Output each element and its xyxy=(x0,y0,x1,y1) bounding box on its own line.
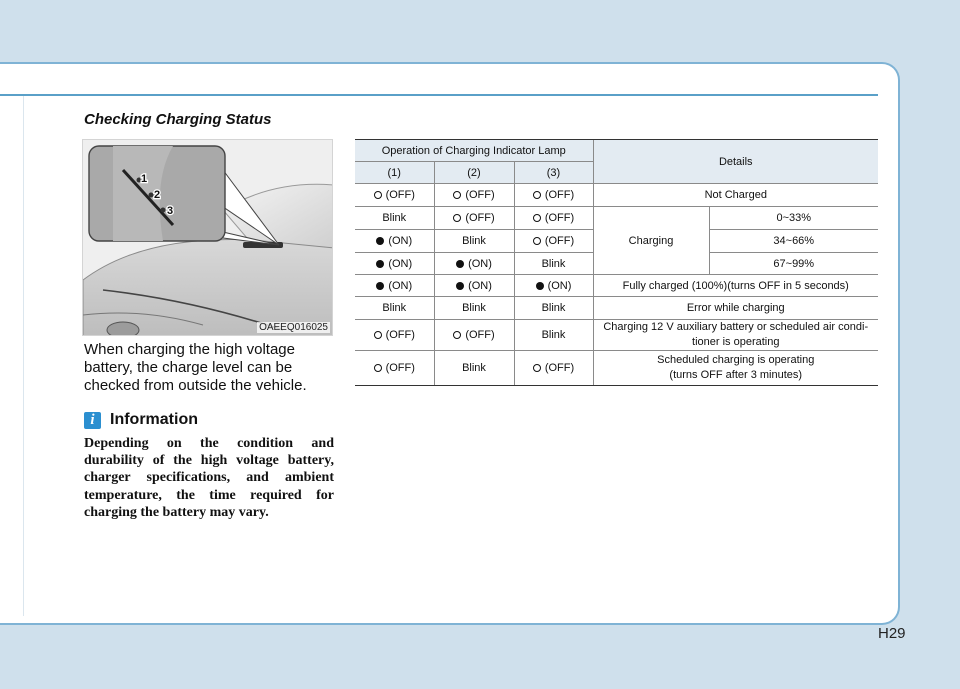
table-row xyxy=(355,275,878,297)
lamp-state: (OFF) xyxy=(385,329,415,341)
lamp-off-icon xyxy=(533,237,541,245)
lamp-cell xyxy=(355,184,434,207)
lamp-cell xyxy=(434,207,514,230)
information-heading xyxy=(84,411,198,429)
lamp-state: Blink xyxy=(462,362,486,374)
information-text: Depending on the condition and durability of the high voltage battery, charger specifications, and ambient temperature, the time required for charging the battery may vary. xyxy=(84,436,334,520)
lamp-off-icon xyxy=(453,214,461,222)
lamp-state: Blink xyxy=(382,302,407,314)
lamp-cell xyxy=(355,351,434,386)
lamp-state: (ON) xyxy=(388,279,413,292)
lamp-cell xyxy=(514,320,593,351)
lamp-cell xyxy=(355,297,434,320)
lamp-off-icon xyxy=(374,364,382,372)
lamp-off-icon xyxy=(374,331,382,339)
details-line: tioner is operating xyxy=(692,336,780,348)
page-number: H29 xyxy=(878,625,906,642)
lamp-state: (OFF) xyxy=(465,189,495,201)
lamp-cell xyxy=(514,207,593,230)
lamp-off-icon xyxy=(453,331,461,339)
lamp-state: (OFF) xyxy=(544,189,575,201)
lamp-state: (OFF) xyxy=(385,189,415,201)
lamp-cell xyxy=(355,207,434,230)
information-icon: i xyxy=(84,412,101,429)
lamp-state: Blink xyxy=(382,212,407,224)
lamp-state: (ON) xyxy=(388,235,413,247)
lamp-off-icon xyxy=(533,214,541,222)
header-lamp-1: (1) xyxy=(355,162,434,184)
details-line: Charging 12 V auxiliary battery or scheduled air condi- xyxy=(603,321,869,333)
lamp-state: (ON) xyxy=(468,279,492,292)
lamp-state: Blink xyxy=(541,257,566,270)
lamp-on-icon xyxy=(456,260,464,268)
lamp-state: (OFF) xyxy=(465,212,495,224)
table-row xyxy=(355,207,878,230)
callout-3: 3 xyxy=(167,205,174,217)
lamp-cell xyxy=(355,230,434,253)
lamp-cell xyxy=(514,230,593,253)
lamp-cell xyxy=(434,184,514,207)
lamp-cell xyxy=(355,320,434,351)
car-hood-illustration xyxy=(83,140,333,336)
charge-level-cell: 34~66% xyxy=(709,230,878,253)
lamp-on-icon xyxy=(376,237,384,245)
lamp-off-icon xyxy=(533,364,541,372)
header-rule xyxy=(0,94,878,96)
lamp-state: (OFF) xyxy=(544,235,575,247)
lamp-cell xyxy=(434,230,514,253)
details-cell xyxy=(593,320,878,351)
details-cell: Fully charged (100%)(turns OFF in 5 seconds) xyxy=(593,275,878,297)
details-cell: Error while charging xyxy=(593,297,878,320)
lamp-state: (ON) xyxy=(468,257,492,270)
callout-2: 2 xyxy=(154,189,161,201)
charging-status-table xyxy=(355,139,878,386)
lamp-off-icon xyxy=(533,191,541,199)
header-lamp-3: (3) xyxy=(514,162,593,184)
table-row xyxy=(355,297,878,320)
figure-code: OAEEQ016025 xyxy=(259,322,328,333)
header-details: Details xyxy=(593,140,878,184)
margin-line xyxy=(23,96,24,616)
header-lamp-2: (2) xyxy=(434,162,514,184)
details-line: Scheduled charging is operating xyxy=(657,354,815,366)
lamp-on-icon xyxy=(536,282,544,290)
table-row xyxy=(355,184,878,207)
lamp-cell xyxy=(514,253,593,275)
intro-paragraph: When charging the high voltage battery, the charge level can be checked from outside the vehicle. xyxy=(84,341,307,394)
charge-level-cell: 0~33% xyxy=(709,207,878,230)
callout-1: 1 xyxy=(141,173,148,185)
lamp-cell xyxy=(434,275,514,297)
header-operation: Operation of Charging Indicator Lamp xyxy=(355,140,593,162)
lamp-cell xyxy=(434,253,514,275)
lamp-cell xyxy=(355,275,434,297)
lamp-state: (OFF) xyxy=(385,362,415,374)
table-row xyxy=(355,320,878,351)
charge-level-cell: 67~99% xyxy=(709,253,878,275)
lamp-on-icon xyxy=(376,260,384,268)
lamp-state: Blink xyxy=(462,235,486,247)
lamp-on-icon xyxy=(456,282,464,290)
table-row xyxy=(355,351,878,386)
details-cell xyxy=(593,351,878,386)
lamp-cell xyxy=(514,297,593,320)
lamp-state: (ON) xyxy=(388,257,413,270)
lamp-state: (ON) xyxy=(547,279,572,292)
lamp-state: Blink xyxy=(462,302,486,314)
details-line: (turns OFF after 3 minutes) xyxy=(669,369,803,381)
lamp-cell xyxy=(514,351,593,386)
lamp-state: (OFF) xyxy=(544,212,575,224)
lamp-off-icon xyxy=(453,191,461,199)
lamp-cell xyxy=(434,351,514,386)
lamp-state: (OFF) xyxy=(465,329,495,341)
details-cell: Not Charged xyxy=(593,184,878,207)
information-title: Information xyxy=(110,411,198,428)
vehicle-figure xyxy=(82,139,333,336)
lamp-state: (OFF) xyxy=(544,362,575,374)
lamp-on-icon xyxy=(376,282,384,290)
lamp-cell xyxy=(355,253,434,275)
lamp-cell xyxy=(514,275,593,297)
lamp-cell xyxy=(434,297,514,320)
lamp-state: Blink xyxy=(541,302,566,314)
section-title: Checking Charging Status xyxy=(84,111,272,128)
lamp-off-icon xyxy=(374,191,382,199)
lamp-cell xyxy=(514,184,593,207)
charging-cell: Charging xyxy=(593,207,709,275)
lamp-cell xyxy=(434,320,514,351)
lamp-state: Blink xyxy=(541,329,566,341)
